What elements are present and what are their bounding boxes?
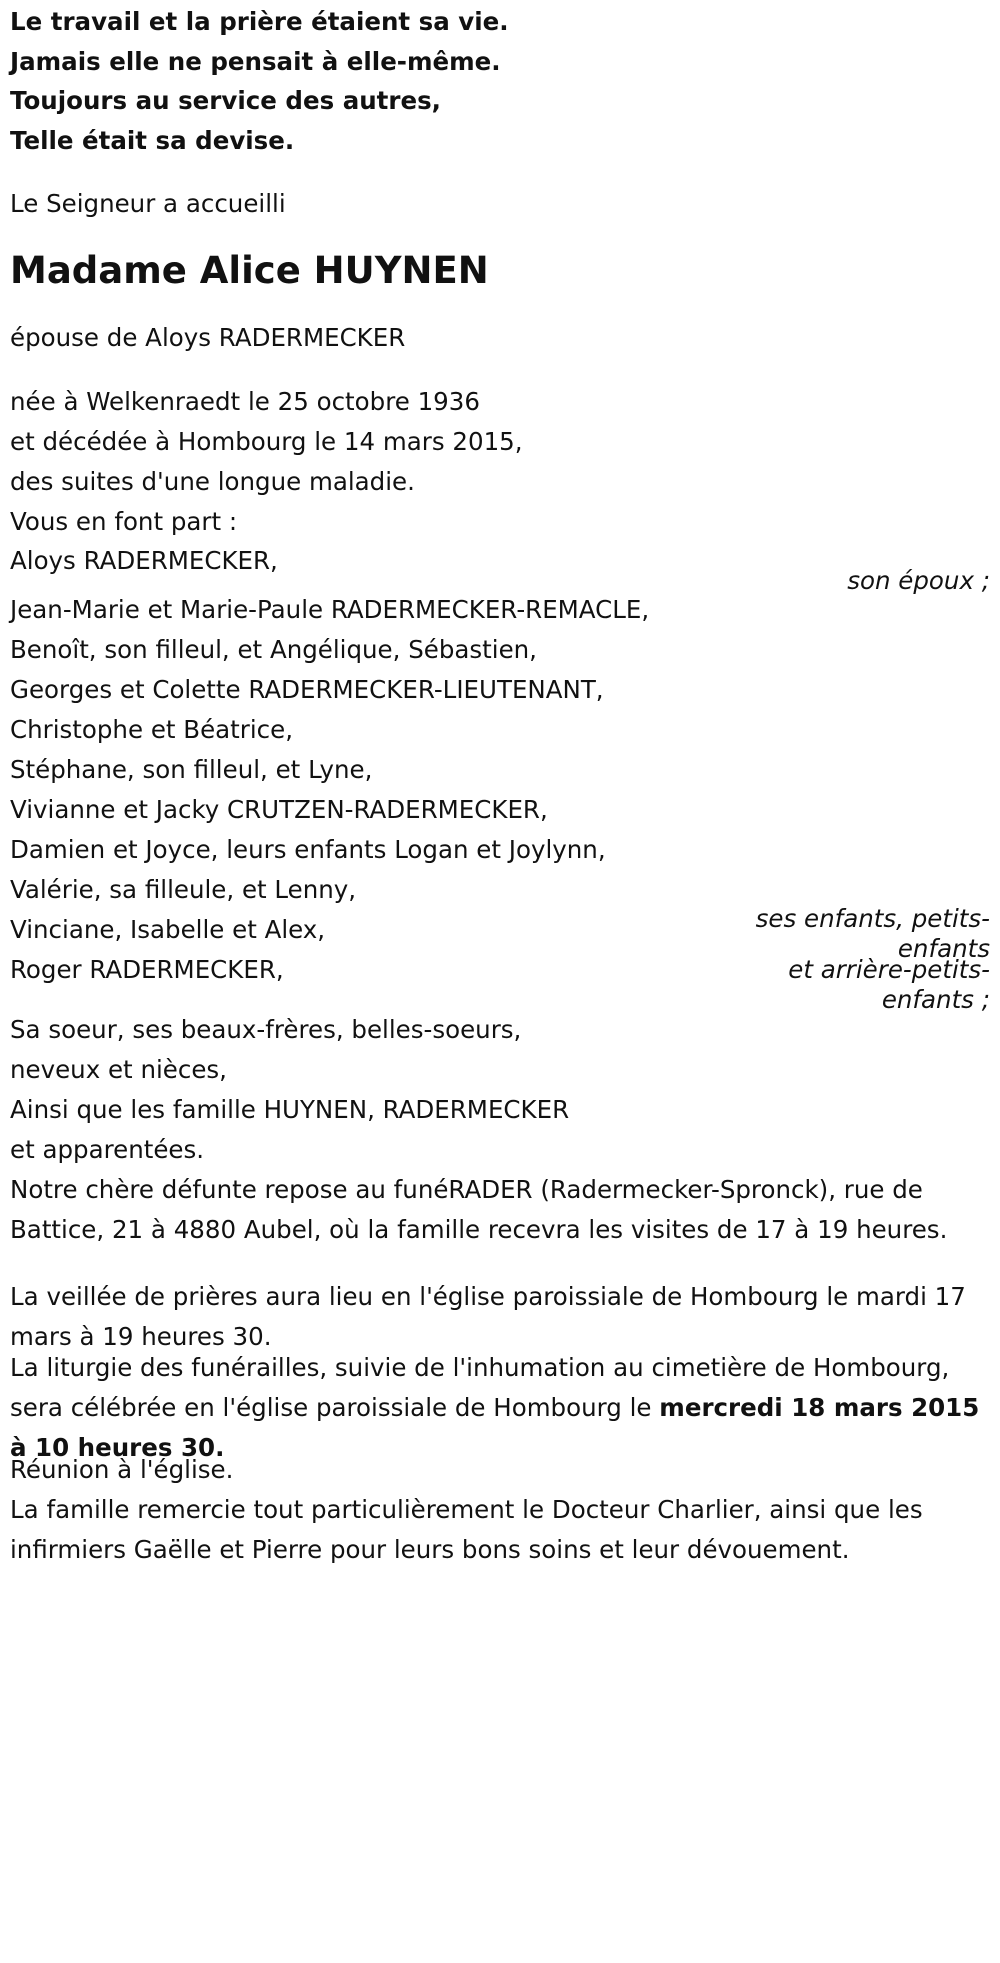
list-item: Roger RADERMECKER, [10,955,284,984]
husband-name: Aloys RADERMECKER, [10,546,278,575]
repose-paragraph: Notre chère défunte repose au funéRADER (Radermecker-Spronck), rue de Battice, 21 à 4880 Aubel, où la famille recevra les visites de 17 à 19 heures. [10,1175,948,1244]
list-item: Benoît, son filleul, et Angélique, Sébastien, [10,635,537,664]
list-item: Ainsi que les famille HUYNEN, RADERMECKER [10,1095,570,1124]
deceased-name: Madame Alice HUYNEN [10,249,489,292]
motto-line: Le travail et la prière étaient sa vie. [10,7,509,36]
children-role: enfants ; [881,985,990,1014]
intro-text: Le Seigneur a accueilli [10,189,286,218]
list-item: Christophe et Béatrice, [10,715,293,744]
children-list [10,590,649,990]
announce-line: Vous en font part : [10,507,238,536]
list-item: Georges et Colette RADERMECKER-LIEUTENANT, [10,675,604,704]
vigil-paragraph: La veillée de prières aura lieu en l'église paroissiale de Hombourg le mardi 17 mars à 19 heures 30. [10,1282,966,1351]
motto-line: Jamais elle ne pensait à elle-même. [10,47,501,76]
children-role: et arrière-petits- [788,955,990,984]
thanks-paragraph: La famille remercie tout particulièrement le Docteur Charlier, ainsi que les infirmiers Gaëlle et Pierre pour leurs bons soins et leur dévouement. [10,1495,923,1564]
cause-line: des suites d'une longue maladie. [10,467,415,496]
children-role: enfants [897,934,990,963]
birth-line: née à Welkenraedt le 25 octobre 1936 [10,387,480,416]
death-line: et décédée à Hombourg le 14 mars 2015, [10,427,523,456]
husband-role: son époux ; [847,566,990,595]
spouse-line: épouse de Aloys RADERMECKER [10,323,406,352]
list-item: Stéphane, son filleul, et Lyne, [10,755,373,784]
funeral-datetime: mercredi 18 mars 2015 à 10 heures 30. [10,1393,980,1462]
motto-line: Toujours au service des autres, [10,86,441,115]
list-item: Vinciane, Isabelle et Alex, [10,915,326,944]
list-item: Damien et Joyce, leurs enfants Logan et Joylynn, [10,835,606,864]
meeting-paragraph: Réunion à l'église. [10,1455,234,1484]
list-item: Valérie, sa filleule, et Lenny, [10,875,357,904]
list-item: neveux et nièces, [10,1055,227,1084]
list-item: Jean-Marie et Marie-Paule RADERMECKER-REMACLE, [10,595,650,624]
list-item: Vivianne et Jacky CRUTZEN-RADERMECKER, [10,795,548,824]
funeral-text: La liturgie des funérailles, suivie de l'inhumation au cimetière de Hombourg, sera célébrée en l'église paroissiale de Hombourg le [10,1353,950,1422]
list-item: Sa soeur, ses beaux-frères, belles-soeurs, [10,1015,522,1044]
family-list [10,1010,569,1170]
list-item: et apparentées. [10,1135,205,1164]
children-role: ses enfants, petits- [755,904,990,933]
motto-line: Telle était sa devise. [10,126,295,155]
